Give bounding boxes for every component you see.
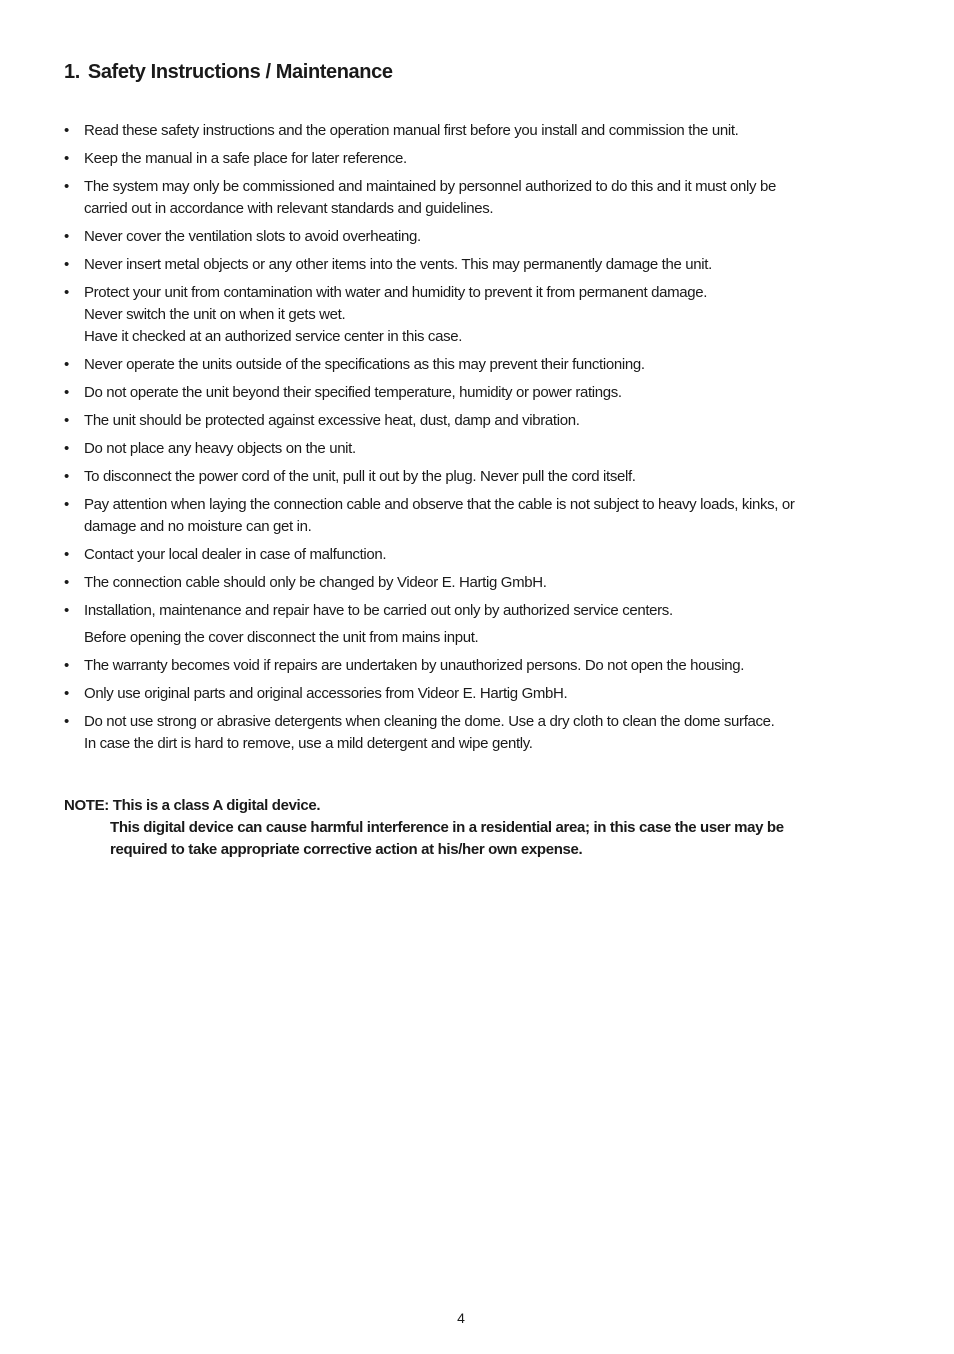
list-item (64, 382, 854, 404)
list-item (64, 683, 854, 705)
list-item-text: To disconnect the power cord of the unit, pull it out by the plug. Never pull the cord itself. (84, 468, 636, 485)
list-item-text: Do not use strong or abrasive detergents when cleaning the dome. Use a dry cloth to clean the dome surface. (84, 713, 775, 730)
bullet-dot: • (64, 468, 69, 485)
list-item-text: Do not operate the unit beyond their specified temperature, humidity or power ratings. (84, 384, 622, 401)
bullet-dot: • (64, 122, 69, 139)
list-item-text: Never cover the ventilation slots to avoid overheating. (84, 228, 421, 245)
bullet-dot: • (64, 546, 69, 563)
bullet-dot: • (64, 256, 69, 273)
bullet-dot: • (64, 228, 69, 245)
note-block (64, 795, 854, 861)
section-number: 1. (64, 61, 80, 83)
list-item-text: damage and no moisture can get in. (84, 518, 312, 535)
list-item-text: Never operate the units outside of the specifications as this may prevent their functioning. (84, 356, 645, 373)
list-item (64, 627, 854, 649)
bullet-dot: • (64, 412, 69, 429)
list-item-text: Read these safety instructions and the operation manual first before you install and commission the unit. (84, 122, 739, 139)
list-item-text: Keep the manual in a safe place for later reference. (84, 150, 407, 167)
list-item-text: Pay attention when laying the connection cable and observe that the cable is not subject to heavy loads, kinks, or (84, 496, 795, 513)
list-item (64, 282, 854, 348)
note-body (64, 817, 854, 861)
page-number: 4 (457, 1310, 465, 1326)
section-title: Safety Instructions / Maintenance (87, 61, 393, 83)
bullet-dot: • (64, 602, 69, 619)
list-item-text: The system may only be commissioned and maintained by personnel authorized to do this and it must only be (84, 178, 776, 195)
note-label: NOTE: (64, 797, 109, 814)
bullet-dot: • (64, 685, 69, 702)
list-item-text: Do not place any heavy objects on the unit. (84, 440, 356, 457)
list-item-text: carried out in accordance with relevant standards and guidelines. (84, 200, 494, 217)
bullet-dot: • (64, 496, 69, 513)
list-item-text: Before opening the cover disconnect the unit from mains input. (84, 629, 479, 646)
list-item (64, 711, 854, 755)
list-item (64, 148, 854, 170)
list-item (64, 466, 854, 488)
list-item-text: Only use original parts and original accessories from Videor E. Hartig GmbH. (84, 685, 568, 702)
list-item-text: Installation, maintenance and repair have to be carried out only by authorized service centers. (84, 602, 673, 619)
list-item (64, 120, 854, 142)
list-item (64, 226, 854, 248)
list-item (64, 254, 854, 276)
bullet-dot: • (64, 178, 69, 195)
bullet-dot: • (64, 284, 69, 301)
list-item-text: The connection cable should only be changed by Videor E. Hartig GmbH. (84, 574, 547, 591)
safety-instructions-list (64, 120, 854, 761)
list-item (64, 354, 854, 376)
list-item (64, 410, 854, 432)
bullet-dot: • (64, 384, 69, 401)
bullet-dot: • (64, 574, 69, 591)
bullet-dot: • (64, 356, 69, 373)
bullet-dot: • (64, 713, 69, 730)
note-headline: This is a class A digital device. (112, 797, 321, 814)
bullet-dot: • (64, 440, 69, 457)
bullet-dot: • (64, 657, 69, 674)
list-item (64, 544, 854, 566)
list-item-text: The unit should be protected against excessive heat, dust, damp and vibration. (84, 412, 580, 429)
list-item (64, 600, 854, 622)
list-item-text: Protect your unit from contamination with water and humidity to prevent it from permanent damage. (84, 284, 708, 301)
section-heading (64, 61, 393, 84)
note-body-line: required to take appropriate corrective action at his/her own expense. (110, 841, 583, 858)
list-item (64, 494, 854, 538)
bullet-dot: • (64, 150, 69, 167)
list-item-text: Never switch the unit on when it gets wet. (84, 306, 346, 323)
note-body-line: This digital device can cause harmful interference in a residential area; in this case the user may be (110, 819, 784, 836)
list-item (64, 438, 854, 460)
list-item-text: In case the dirt is hard to remove, use a mild detergent and wipe gently. (84, 735, 533, 752)
list-item-text: The warranty becomes void if repairs are undertaken by unauthorized persons. Do not open the housing. (84, 657, 745, 674)
list-item-text: Never insert metal objects or any other items into the vents. This may permanently damage the unit. (84, 256, 712, 273)
list-item (64, 655, 854, 677)
list-item-text: Have it checked at an authorized service center in this case. (84, 328, 463, 345)
list-item (64, 176, 854, 220)
list-item-text: Contact your local dealer in case of malfunction. (84, 546, 387, 563)
list-item (64, 572, 854, 594)
